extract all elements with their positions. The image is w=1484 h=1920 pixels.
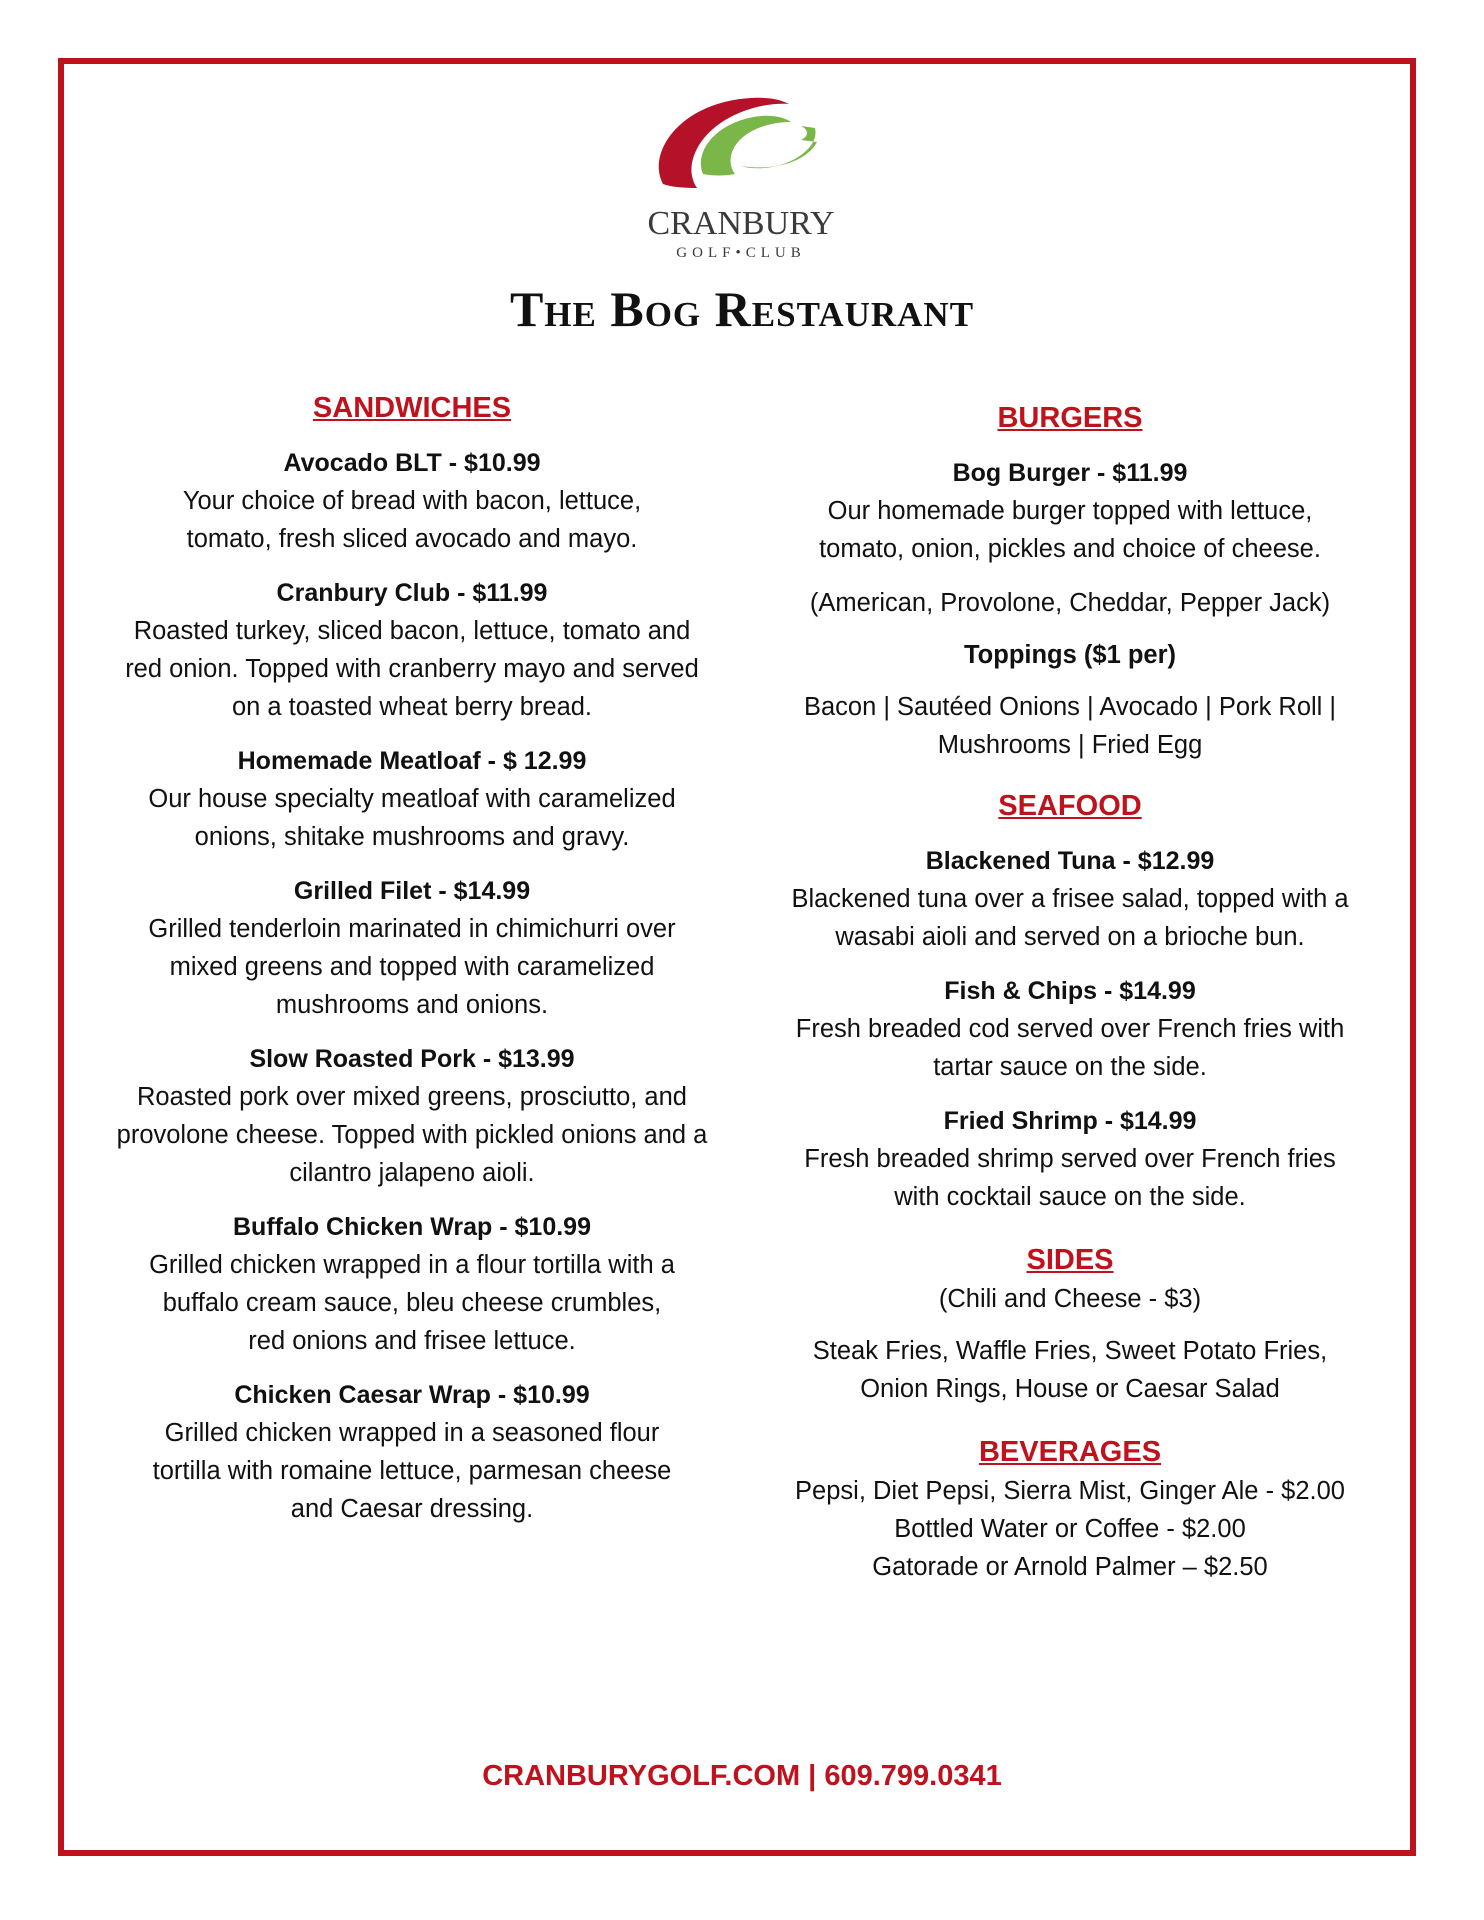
- beverage-line: Gatorade or Arnold Palmer – $2.50: [872, 1553, 1268, 1581]
- logo-name: CRANBURY: [647, 205, 835, 242]
- sides-note: (Chili and Cheese - $3): [938, 1285, 1202, 1313]
- section-heading-burgers: BURGERS: [997, 402, 1143, 434]
- item-description: Blackened tuna over a frisee salad, topped with a wasabi aioli and served on a brioche bun.: [791, 885, 1349, 951]
- page-title: The Bog Restaurant: [509, 281, 975, 337]
- menu-item: [112, 1208, 712, 1360]
- toppings-heading: Toppings ($1 per): [963, 641, 1177, 669]
- left-column: [112, 388, 712, 1544]
- item-description: Grilled chicken wrapped in a flour tortilla with a buffalo cream sauce, bleu cheese crumbles, red onions and frisee lettuce.: [149, 1251, 675, 1355]
- menu-item: [112, 742, 712, 856]
- item-description: Grilled chicken wrapped in a seasoned flour tortilla with romaine lettuce, parmesan cheese and Caesar dressing.: [152, 1419, 672, 1523]
- item-name: Fried Shrimp - $14.99: [943, 1107, 1197, 1135]
- item-name: Chicken Caesar Wrap - $10.99: [234, 1381, 590, 1409]
- sides-list: Steak Fries, Waffle Fries, Sweet Potato Fries, Onion Rings, House or Caesar Salad: [812, 1337, 1328, 1403]
- logo-subtitle: GOLF•CLUB: [676, 245, 806, 261]
- logo-swoosh-icon: [641, 92, 841, 202]
- item-description: Our house specialty meatloaf with caramelized onions, shitake mushrooms and gravy.: [148, 785, 676, 851]
- footer-contact: CRANBURYGOLF.COM | 609.799.0341: [482, 1760, 1002, 1792]
- item-description: Fresh breaded shrimp served over French fries with cocktail sauce on the side.: [804, 1145, 1336, 1211]
- section-heading-seafood: SEAFOOD: [998, 790, 1142, 822]
- item-description: Roasted turkey, sliced bacon, lettuce, tomato and red onion. Topped with cranberry mayo and served on a toasted wheat berry bread.: [125, 617, 699, 721]
- toppings-list: Bacon | Sautéed Onions | Avocado | Pork Roll | Mushrooms | Fried Egg: [803, 693, 1337, 759]
- item-name: Bog Burger - $11.99: [952, 459, 1188, 487]
- item-description: Fresh breaded cod served over French fries with tartar sauce on the side.: [795, 1015, 1345, 1081]
- item-description: Roasted pork over mixed greens, prosciutto, and provolone cheese. Topped with pickled onions and a cilantro jalapeno aioli.: [116, 1083, 708, 1187]
- item-description: Your choice of bread with bacon, lettuce, tomato, fresh sliced avocado and mayo.: [182, 487, 642, 553]
- menu-item: [112, 872, 712, 1024]
- right-column: [770, 398, 1370, 1586]
- menu-item: [112, 1040, 712, 1192]
- section-heading-beverages: BEVERAGES: [978, 1436, 1162, 1468]
- section-heading-sides: SIDES: [1026, 1244, 1114, 1276]
- menu-item: [770, 1102, 1370, 1216]
- beverage-line: Pepsi, Diet Pepsi, Sierra Mist, Ginger Ale - $2.00: [795, 1477, 1345, 1505]
- menu-item: [770, 454, 1370, 568]
- menu-item: [770, 972, 1370, 1086]
- item-description: Our homemade burger topped with lettuce, tomato, onion, pickles and choice of cheese.: [819, 497, 1321, 563]
- item-name: Blackened Tuna - $12.99: [925, 847, 1215, 875]
- menu-item: [112, 1376, 712, 1528]
- item-description: Grilled tenderloin marinated in chimichurri over mixed greens and topped with caramelized mushrooms and onions.: [148, 915, 676, 1019]
- item-name: Homemade Meatloaf - $ 12.99: [237, 747, 587, 775]
- club-logo: [641, 92, 841, 264]
- item-name: Grilled Filet - $14.99: [293, 877, 531, 905]
- menu-item: [112, 444, 712, 558]
- menu-item: [770, 842, 1370, 956]
- item-name: Cranbury Club - $11.99: [276, 579, 548, 607]
- item-name: Fish & Chips - $14.99: [944, 977, 1196, 1005]
- menu-item: [112, 574, 712, 726]
- section-heading-sandwiches: SANDWICHES: [312, 392, 512, 424]
- item-name: Slow Roasted Pork - $13.99: [249, 1045, 575, 1073]
- item-name: Avocado BLT - $10.99: [283, 449, 541, 477]
- item-name: Buffalo Chicken Wrap - $10.99: [233, 1213, 591, 1241]
- cheese-options: (American, Provolone, Cheddar, Pepper Jack): [809, 589, 1331, 617]
- beverage-line: Bottled Water or Coffee - $2.00: [894, 1515, 1246, 1543]
